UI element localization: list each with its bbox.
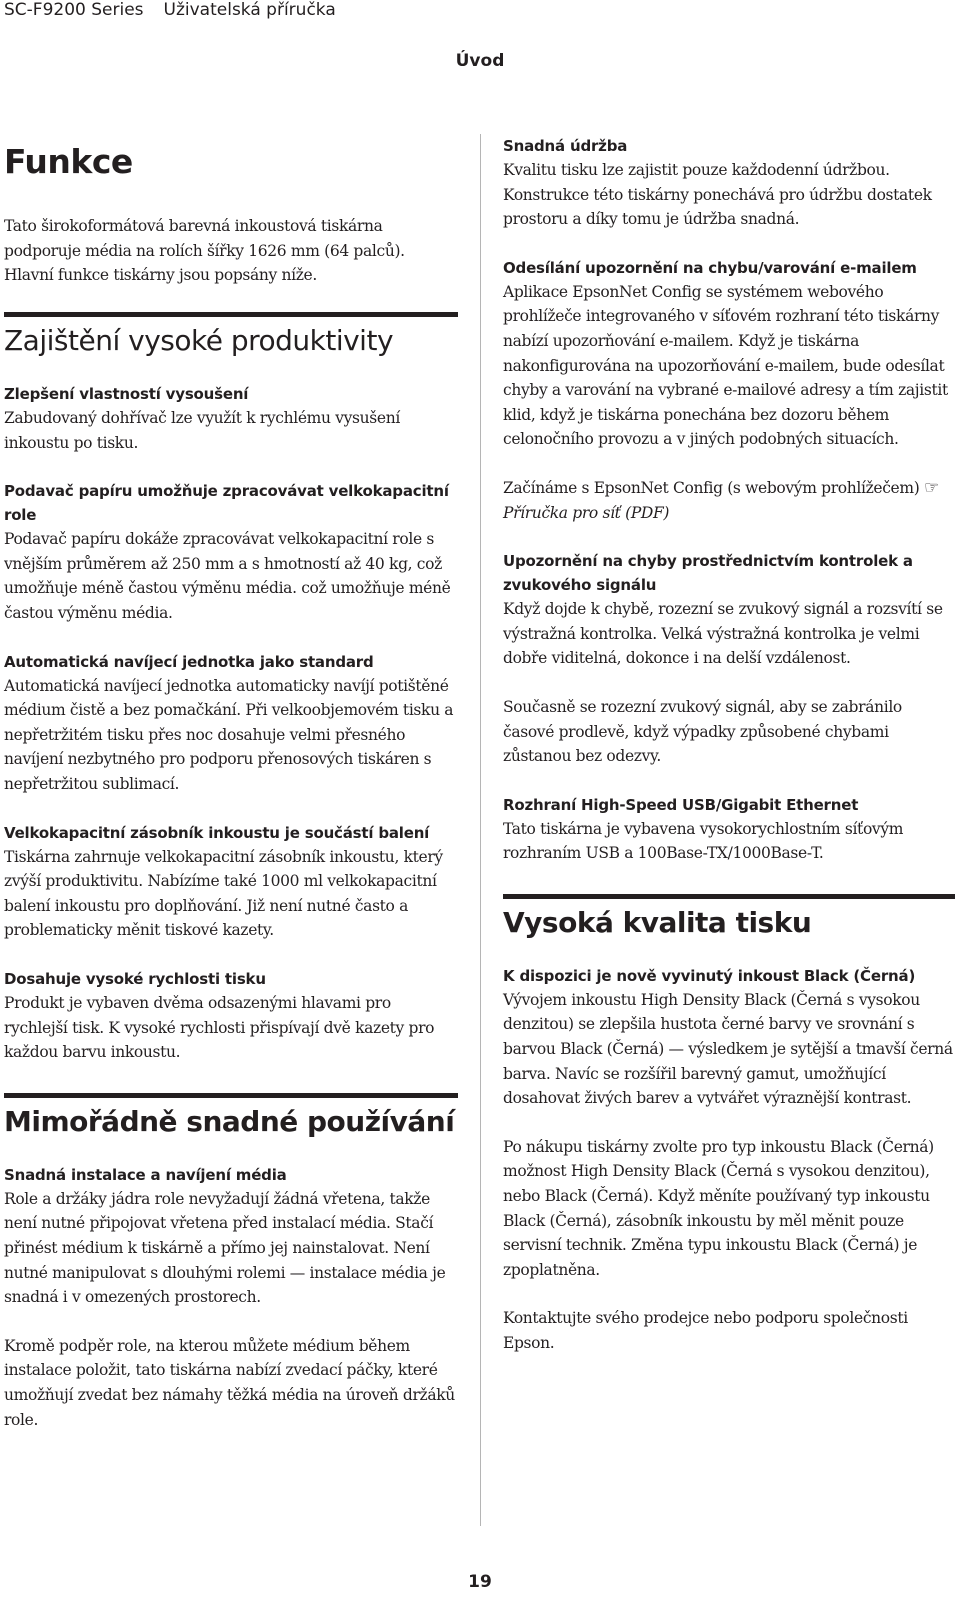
section-heading-quality: Vysoká kvalita tisku <box>503 894 955 940</box>
feature-body: Produkt je vybaven dvěma odsazenými hlavami pro rychlejší tisk. K vysoké rychlosti přispívají dvě kazety pro každou barvu inkoustu. <box>4 993 435 1062</box>
feature-title: Automatická navíjecí jednotka jako standard <box>4 652 374 671</box>
network-guide-reference <box>503 476 955 525</box>
feature-email-alerts <box>503 256 955 452</box>
ink-type-paragraph: Po nákupu tiskárny zvolte pro typ inkoustu Black (Černá) možnost High Density Black (Černá s vysokou denzitou), nebo Black (Černá). Když měníte používaný typ inkoustu Black (Černá), zásobník inkoustu by měl měnit pouze servisní technik. Změna typu inkoustu Black (Černá) je zpoplatněna. <box>503 1137 934 1279</box>
page-title: Funkce <box>4 142 133 181</box>
feature-title: K dispozici je nově vyvinutý inkoust Black (Černá) <box>503 966 916 985</box>
feature-media-install <box>4 1163 458 1310</box>
feature-body: Podavač papíru dokáže zpracovávat velkokapacitní role s vnějším průměrem až 250 mm a s hmotností až 40 kg, což umožňuje méně častou výměnu média. což umožňuje méně častou výměnu média. <box>4 530 451 623</box>
feature-drying <box>4 382 458 455</box>
right-column <box>503 134 955 1380</box>
feature-title: Snadná údržba <box>503 137 628 155</box>
feature-title: Snadná instalace a navíjení média <box>4 1165 287 1184</box>
reference-format: (PDF) <box>625 503 670 522</box>
guide-title: Uživatelská příručka <box>163 0 336 20</box>
feature-body: Tiskárna zahrnuje velkokapacitní zásobník inkoustu, který zvýší produktivitu. Nabízíme také 1000 ml velkokapacitní balení inkoustu pro doplňování. Již není nutné často a problematicky měnit tiskové kazety. <box>4 847 443 940</box>
running-header <box>4 0 336 20</box>
pointing-hand-icon: ☞ <box>924 477 939 498</box>
page-number: 19 <box>468 1572 492 1592</box>
feature-take-up-unit <box>4 650 458 797</box>
feature-title: Rozhraní High-Speed USB/Gigabit Ethernet <box>503 795 859 814</box>
feature-title: Upozornění na chyby prostřednictvím kontrolek a zvukového signálu <box>503 552 913 595</box>
feature-title: Dosahuje vysoké rychlosti tisku <box>4 969 266 988</box>
feature-print-speed <box>4 967 458 1065</box>
feature-body: Kvalitu tisku lze zajistit pouze každodenní údržbou. Konstrukce této tiskárny ponechává pro údržbu dostatek prostoru a díky tomu je údržba snadná. <box>503 161 932 229</box>
section-heading-ease: Mimořádně snadné používání <box>4 1093 458 1139</box>
feature-body: Aplikace EpsonNet Config se systémem webového prohlížeče integrovaného v síťovém rozhraní této tiskárny nabízí upozorňování e-mailem. Když je tiskárna nakonfigurována na upozorňování e-mailem, bude odesílat chyby a varování na vybrané e-mailové adresy a tím zajistit klid, když je tiskárna ponechána bez dozoru během celonočního provozu a v jiných podobných situacích. <box>503 282 948 449</box>
feature-body: Zabudovaný dohřívač lze využít k rychlému vysušení inkoustu po tisku. <box>4 409 400 452</box>
feature-black-ink <box>503 964 955 1111</box>
network-guide-link[interactable]: Příručka pro síť <box>503 503 621 522</box>
feature-lamps <box>503 549 955 671</box>
chapter-label: Úvod <box>455 51 505 71</box>
feature-usb-ethernet <box>503 793 955 866</box>
feature-body: Role a držáky jádra role nevyžadují žádná vřetena, takže není nutné připojovat vřetena před instalací média. Stačí přinést médium k tiskárně a přímo jej nainstalovat. Není nutné manipulovat s dlouhými rolemi — instalace média je snadná i v omezených prostorech. <box>4 1189 446 1307</box>
column-divider <box>480 134 481 1526</box>
feature-body: Tato tiskárna je vybavena vysokorychlostním síťovým rozhraním USB a 100Base-TX/1000Base-T. <box>503 819 904 863</box>
feature-body: Automatická navíjecí jednotka automaticky navíjí potištěné médium čistě a bez pomačkání. Při velkoobjemovém tisku a nepřetržitém tisku přes noc dosahuje velmi přesného navíjení nezbytného pro podporu přenosových tiskáren s nepřetržitou sublimací. <box>4 676 454 794</box>
feature-paper-feeder <box>4 479 458 625</box>
feature-ink-tank <box>4 821 458 943</box>
feature-maintenance <box>503 134 955 232</box>
contact-paragraph: Kontaktujte svého prodejce nebo podporu společnosti Epson. <box>503 1309 908 1352</box>
section-heading-productivity: Zajištění vysoké produktivity <box>4 312 458 358</box>
feature-title: Velkokapacitní zásobník inkoustu je součástí balení <box>4 823 430 842</box>
feature-title: Zlepšení vlastností vysoušení <box>4 385 249 404</box>
buzzer-paragraph: Současně se rozezní zvukový signál, aby se zabránilo časové prodlevě, když výpadky způsobené chybami zůstanou bez odezvy. <box>503 697 902 766</box>
left-column <box>4 134 458 1456</box>
intro-paragraph: Tato širokoformátová barevná inkoustová tiskárna podporuje média na rolích šířky 1626 mm (64 palců). Hlavní funkce tiskárny jsou popsány níže. <box>4 217 405 285</box>
feature-title: Podavač papíru umožňuje zpracovávat velkokapacitní role <box>4 482 449 525</box>
roll-support-paragraph: Kromě podpěr role, na kterou můžete médium během instalace položit, tato tiskárna nabízí zvedací páčky, které umožňují zvedat bez námahy těžká média na úroveň držáků role. <box>4 1336 455 1429</box>
product-series: SC-F9200 Series <box>4 0 144 20</box>
feature-body: Když dojde k chybě, rozezní se zvukový signál a rozsvítí se výstražná kontrolka. Velká výstražná kontrolka je velmi dobře viditelná, dokonce i na delší vzdálenost. <box>503 600 943 668</box>
feature-title: Odesílání upozornění na chybu/varování e-mailem <box>503 258 917 277</box>
reference-text: Začínáme s EpsonNet Config (s webovým prohlížečem) <box>503 478 920 497</box>
feature-body: Vývojem inkoustu High Density Black (Černá s vysokou denzitou) se zlepšila hustota černé barvy ve srovnání s barvou Black (Černá) — výsledkem je sytější a tmavší černá barva. Navíc se rozšířil barevný gamut, umožňující dosahovat živých barev a vytvářet výraznější kontrast. <box>503 990 953 1108</box>
